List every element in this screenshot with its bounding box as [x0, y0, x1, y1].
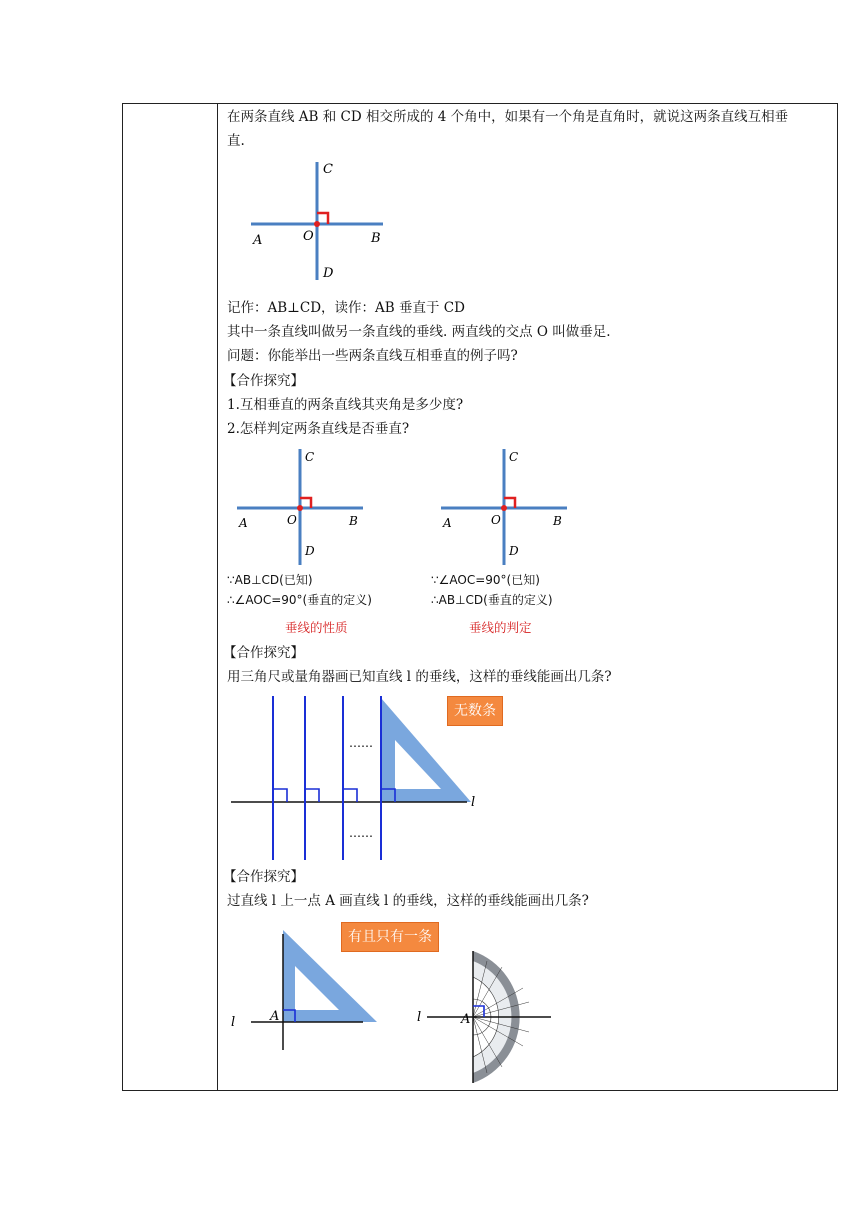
label-l: l	[471, 795, 476, 810]
proof-right-line2: ∴AB⊥CD(垂直的定义)	[431, 593, 553, 607]
proof-left-line2: ∴∠AOC=90°(垂直的定义)	[227, 593, 372, 607]
badge-infinite: 无数条	[447, 696, 503, 726]
definition-text-cont: 直.	[227, 133, 245, 149]
label-a: A	[270, 1009, 280, 1024]
question-text: 问题：你能举出一些两条直线互相垂直的例子吗?	[227, 348, 518, 364]
label-o: O	[491, 513, 501, 527]
ellipsis-top: ……	[349, 736, 373, 750]
label-l: l	[231, 1015, 236, 1030]
label-a: A	[443, 516, 452, 530]
label-c: C	[323, 162, 333, 177]
label-b: B	[371, 231, 381, 246]
question-1: 1.互相垂直的两条直线其夹角是多少度?	[227, 397, 464, 413]
explore-heading-1: 【合作探究】	[223, 373, 304, 389]
notation-text: 记作：AB⊥CD，读作：AB 垂直于 CD	[227, 300, 465, 316]
label-a: A	[253, 233, 263, 248]
foot-text: 其中一条直线叫做另一条直线的垂线. 两直线的交点 O 叫做垂足.	[227, 324, 611, 340]
proof-right	[431, 570, 553, 610]
label-a: A	[461, 1012, 471, 1027]
label-b: B	[349, 514, 358, 528]
explore-heading-2: 【合作探究】	[223, 645, 304, 661]
right-angle-mark	[273, 789, 287, 802]
point-o	[314, 221, 320, 227]
caption-criterion: 垂线的判定	[469, 620, 532, 635]
label-c: C	[509, 450, 519, 464]
perpendicular-figure-left	[233, 449, 373, 567]
question-3: 用三角尺或量角器画已知直线 l 的垂线，这样的垂线能画出几条?	[227, 669, 612, 685]
right-angle-mark	[343, 789, 357, 802]
ellipsis-bottom: ……	[349, 826, 373, 840]
label-b: B	[553, 514, 562, 528]
content-table	[122, 103, 838, 1091]
proof-left	[227, 570, 372, 610]
label-d: D	[305, 544, 315, 558]
label-a: A	[239, 516, 248, 530]
proof-right-line1: ∵∠AOC=90°(已知)	[431, 573, 540, 587]
left-column	[123, 104, 218, 1090]
point-o	[297, 505, 303, 511]
caption-property: 垂线的性质	[285, 620, 348, 635]
label-o: O	[303, 229, 314, 244]
label-d: D	[323, 266, 334, 281]
definition-text: 在两条直线 AB 和 CD 相交所成的 4 个角中，如果有一个角是直角时，就说这两条直线互相垂	[227, 109, 789, 125]
point-o	[501, 505, 507, 511]
right-angle-mark	[305, 789, 319, 802]
label-o: O	[287, 513, 297, 527]
question-2: 2.怎样判定两条直线是否垂直?	[227, 421, 410, 437]
perpendicular-figure-1	[247, 162, 387, 282]
label-c: C	[305, 450, 315, 464]
proof-left-line1: ∵AB⊥CD(已知)	[227, 573, 313, 587]
label-d: D	[509, 544, 519, 558]
protractor-figure	[417, 949, 557, 1087]
explore-heading-3: 【合作探究】	[223, 869, 304, 885]
perpendicular-figure-right	[437, 449, 577, 567]
badge-unique: 有且只有一条	[341, 922, 439, 952]
label-l: l	[417, 1010, 422, 1025]
question-4: 过直线 l 上一点 A 画直线 l 的垂线，这样的垂线能画出几条?	[227, 893, 589, 909]
